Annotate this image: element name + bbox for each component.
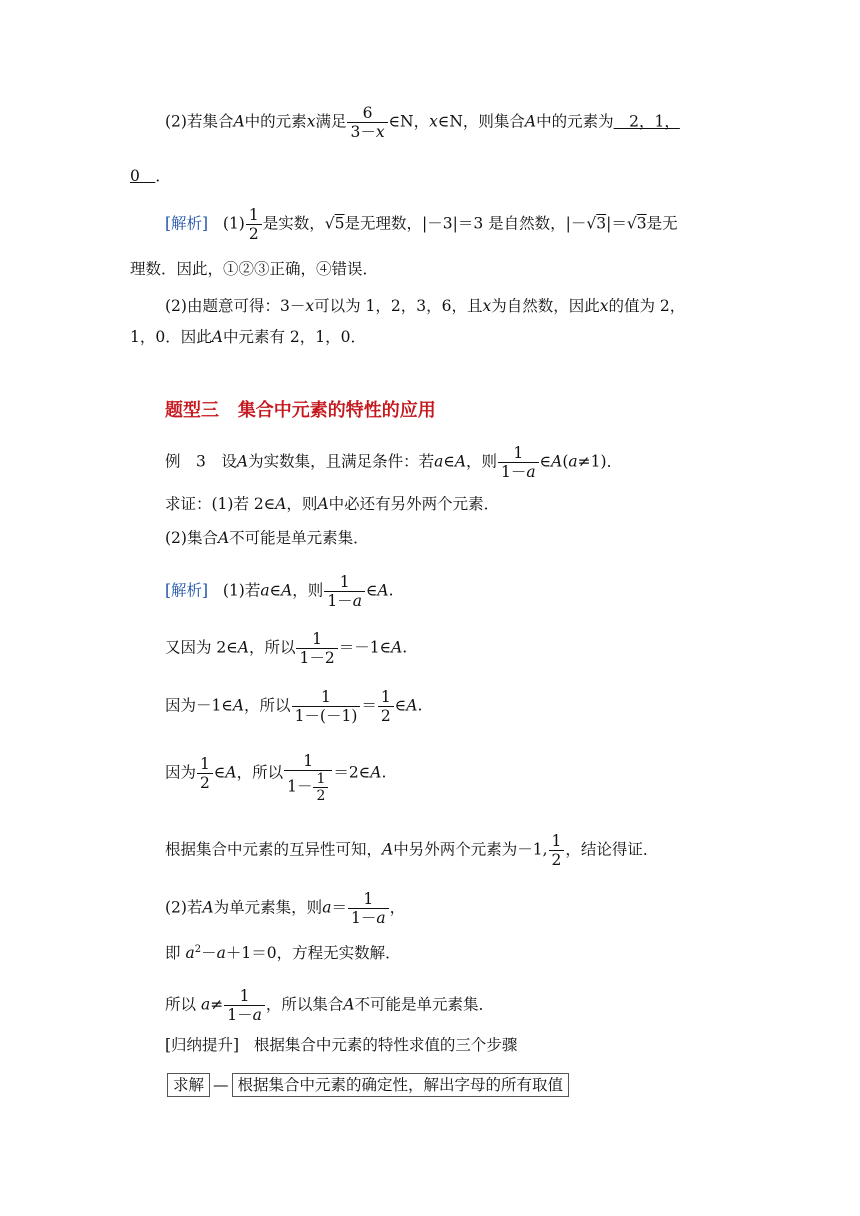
fraction-1-over-1-minus-2: $\frac{1}{1-2}$ [296, 630, 337, 667]
proof-step-5: 根据集合中元素的互异性可知，A中另外两个元素为－1, $\frac{1}{2}$ ，结论得证． [165, 832, 659, 869]
fraction-1-over-1-minus-neg1: $\frac{1}{1-(-1)}$ [292, 688, 361, 725]
fraction-6-over-3-x: $\frac{6}{3-x}$ [347, 104, 387, 141]
proof-step-2: 又因为 2∈A，所以 $\frac{1}{1-2}$ ＝－1∈A. [165, 630, 408, 667]
answer-blank: 2，1， [613, 112, 680, 131]
example-3-question-2: (2)集合A不可能是单元素集． [165, 529, 369, 547]
fraction-1-over-1-a: $\frac{1}{1-a}$ [324, 573, 365, 610]
analysis-line-4: 1，0．因此A中元素有 2，1，0． [130, 328, 366, 346]
proof-conclusion: 所以 a≠ $\frac{1}{1-a}$ ，所以集合A不可能是单元素集． [165, 987, 495, 1024]
fraction-1-over-1-a: $\frac{1}{1-a}$ [348, 890, 389, 927]
proof-step-4: 因为 $\frac{1}{2}$ ∈A，所以 1 1－ $\frac{1}{2}$ ＝2∈A. [165, 752, 387, 804]
fraction-one-half: $\frac{1}{2}$ [197, 755, 213, 792]
example-3-statement: 例 3 设A为实数集，且满足条件：若a∈A，则 $\frac{1}{1-a}$ ∈A(a≠1)． [165, 444, 623, 481]
fraction-one-half: $\frac{1}{2}$ [246, 206, 262, 243]
proof-tag: [解析] [165, 581, 209, 600]
proof-step-3: 因为－1∈A，所以 $\frac{1}{1-(-1)}$ ＝ $\frac{1}{2}$ ∈A. [165, 688, 423, 725]
analysis-line-3: (2)由题意可得：3－x可以为 1，2，3，6，且x为自然数，因此x的值为 2， [165, 297, 686, 315]
section-heading: 题型三 集合中元素的特性的应用 [165, 400, 436, 421]
summary-step-row [167, 1073, 569, 1097]
fraction-1-over-1-a: $\frac{1}{1-a}$ [498, 444, 539, 481]
question-2-line-1: (2)若集合A中的元素x满足 $\frac{6}{3-x}$ ∈N，x∈N，则集合A中的元素为 2，1， [165, 104, 680, 141]
example-3-question-1: 求证：(1)若 2∈A，则A中必还有另外两个元素． [165, 495, 500, 513]
proof-step-1: [解析] (1)若a∈A，则 $\frac{1}{1-a}$ ∈A. [165, 573, 394, 610]
step-box-solve: 求解 [167, 1073, 210, 1097]
step-connector: — [213, 1076, 229, 1094]
fraction-one-half: $\frac{1}{2}$ [549, 832, 565, 869]
answer-blank-continued: 0 [130, 167, 140, 185]
analysis-tag: [解析] [165, 214, 209, 233]
step-box-description: 根据集合中元素的确定性，解出字母的所有取值 [232, 1073, 570, 1097]
compound-fraction: 1 1－ $\frac{1}{2}$ [284, 752, 332, 804]
analysis-line-1: [解析] (1) $\frac{1}{2}$ 是实数，√5是无理数，|－3|＝3 是自然数，|－√3|＝√3是无 [165, 206, 678, 243]
summary-line: [归纳提升] 根据集合中元素的特性求值的三个步骤 [165, 1036, 518, 1054]
proof-part-2: (2)若A为单元素集，则a＝ $\frac{1}{1-a}$ ， [165, 890, 406, 927]
analysis-line-2: 理数．因此，①②③正确，④错误． [130, 260, 379, 278]
fraction-1-over-1-a: $\frac{1}{1-a}$ [224, 987, 265, 1024]
proof-equation: 即 $a^2-a+1=0$，方程无实数解． [165, 944, 401, 963]
fraction-one-half: $\frac{1}{2}$ [378, 688, 394, 725]
summary-tag: [归纳提升] [165, 1036, 240, 1054]
question-2-line-2: 0 ． [130, 167, 171, 185]
fraction-one-half: $\frac{1}{2}$ [313, 771, 328, 804]
